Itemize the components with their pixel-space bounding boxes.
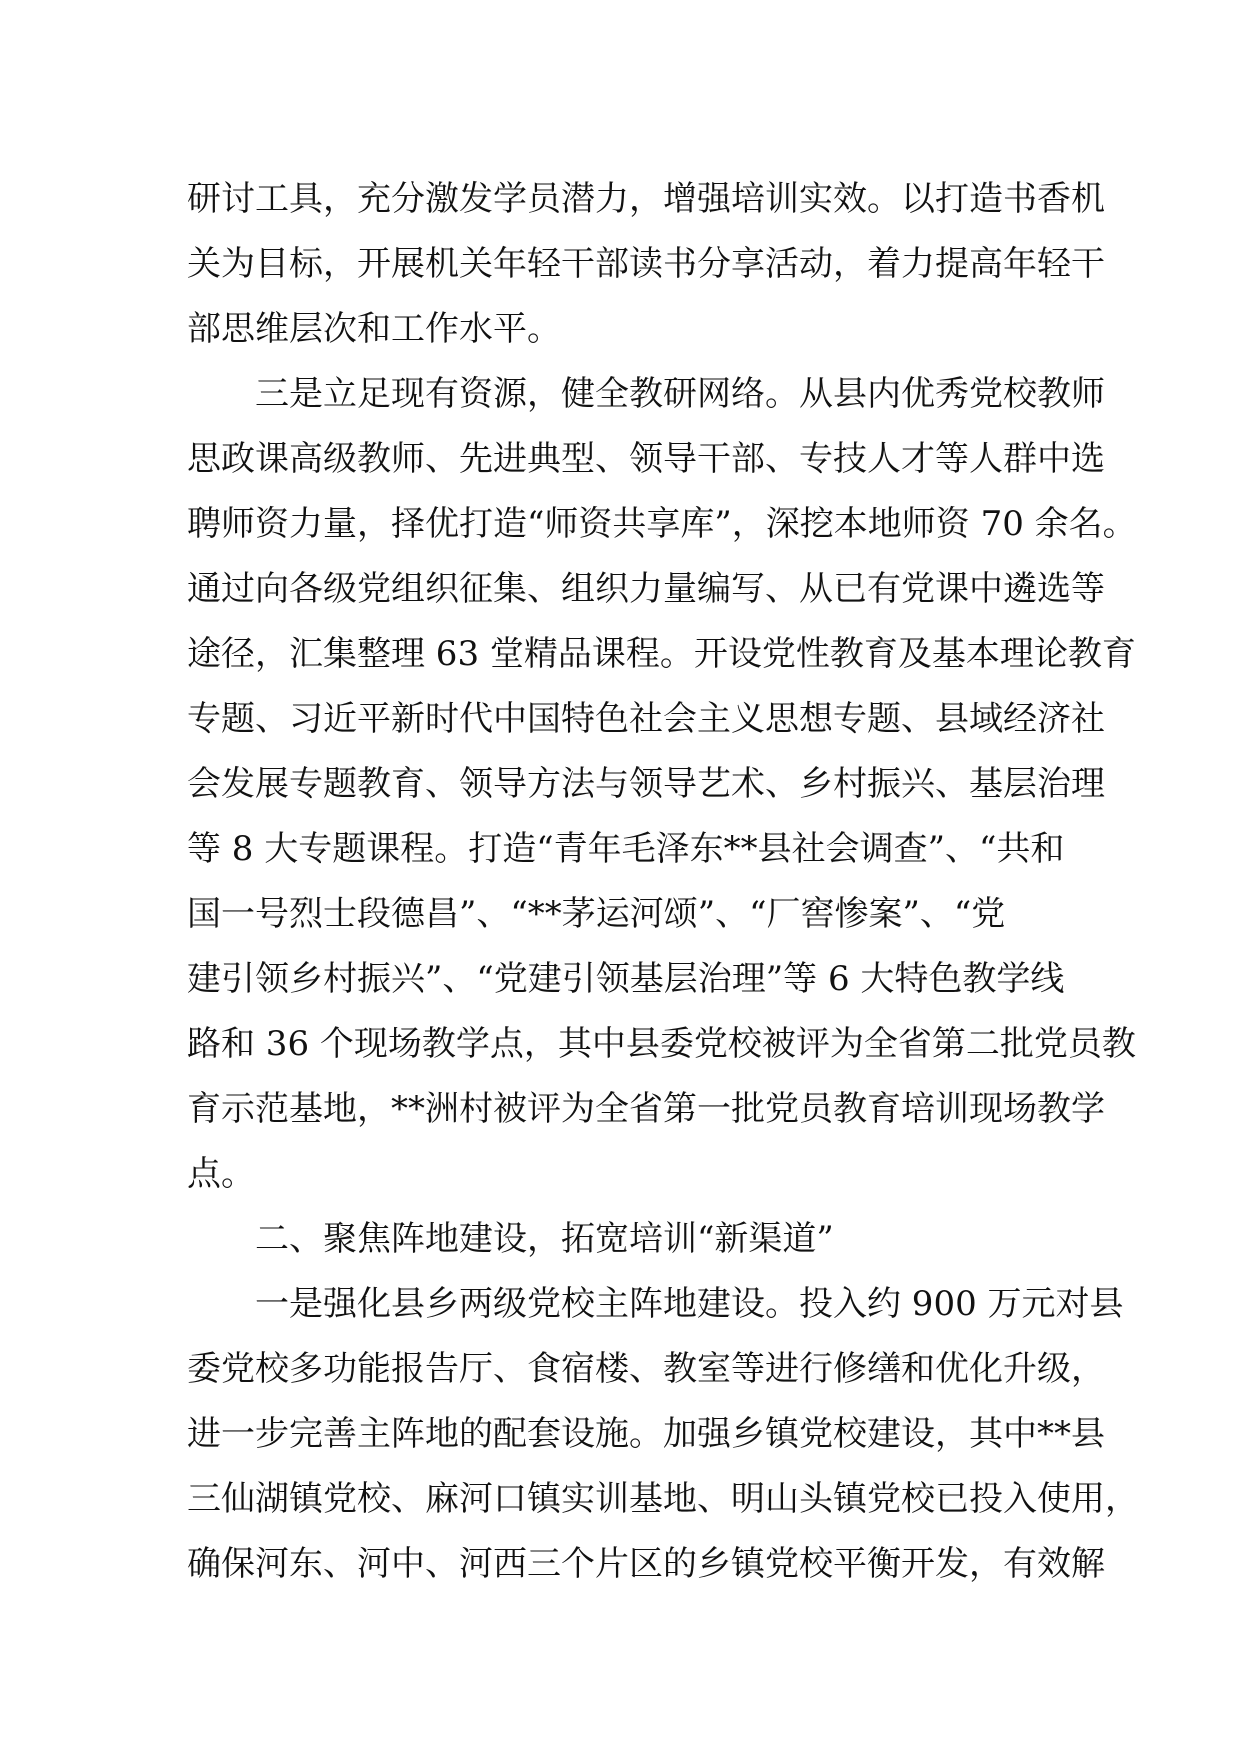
paragraph-start-line: 一是强化县乡两级党校主阵地建设。投入约 900 万元对县 — [255, 1284, 1124, 1324]
section-heading: 二、聚焦阵地建设，拓宽培训“新渠道” — [255, 1219, 834, 1259]
text-line: 确保河东、河中、河西三个片区的乡镇党校平衡开发，有效解 — [187, 1544, 1105, 1584]
text-line: 建引领乡村振兴”、“党建引领基层治理”等 6 大特色教学线 — [187, 959, 1065, 999]
text-line: 途径，汇集整理 63 堂精品课程。开设党性教育及基本理论教育 — [187, 634, 1136, 674]
paragraph-start-line: 三是立足现有资源，健全教研网络。从县内优秀党校教师 — [255, 374, 1105, 414]
text-line: 聘师资力量，择优打造“师资共享库”，深挖本地师资 70 余名。 — [187, 504, 1137, 544]
text-line: 路和 36 个现场教学点，其中县委党校被评为全省第二批党员教 — [187, 1024, 1136, 1064]
text-line: 育示范基地，**洲村被评为全省第一批党员教育培训现场教学 — [187, 1089, 1105, 1129]
text-line: 会发展专题教育、领导方法与领导艺术、乡村振兴、基层治理 — [187, 764, 1105, 804]
text-line: 等 8 大专题课程。打造“青年毛泽东**县社会调查”、“共和 — [187, 829, 1065, 869]
text-line: 委党校多功能报告厅、食宿楼、教室等进行修缮和优化升级， — [187, 1349, 1105, 1389]
text-line: 三仙湖镇党校、麻河口镇实训基地、明山头镇党校已投入使用， — [187, 1479, 1139, 1519]
text-line: 进一步完善主阵地的配套设施。加强乡镇党校建设，其中**县 — [187, 1414, 1105, 1454]
text-line: 通过向各级党组织征集、组织力量编写、从已有党课中遴选等 — [187, 569, 1105, 609]
text-line: 专题、习近平新时代中国特色社会主义思想专题、县域经济社 — [187, 699, 1105, 739]
body-text — [187, 167, 1139, 1597]
text-line: 关为目标，开展机关年轻干部读书分享活动，着力提高年轻干 — [187, 244, 1105, 284]
text-line: 研讨工具，充分激发学员潜力，增强培训实效。以打造书香机 — [187, 179, 1105, 219]
text-line: 点。 — [187, 1154, 255, 1194]
text-line: 思政课高级教师、先进典型、领导干部、专技人才等人群中选 — [187, 439, 1105, 479]
text-line: 国一号烈士段德昌”、“**茅运河颂”、“厂窖惨案”、“党 — [187, 894, 1006, 934]
text-line: 部思维层次和工作水平。 — [187, 309, 561, 349]
